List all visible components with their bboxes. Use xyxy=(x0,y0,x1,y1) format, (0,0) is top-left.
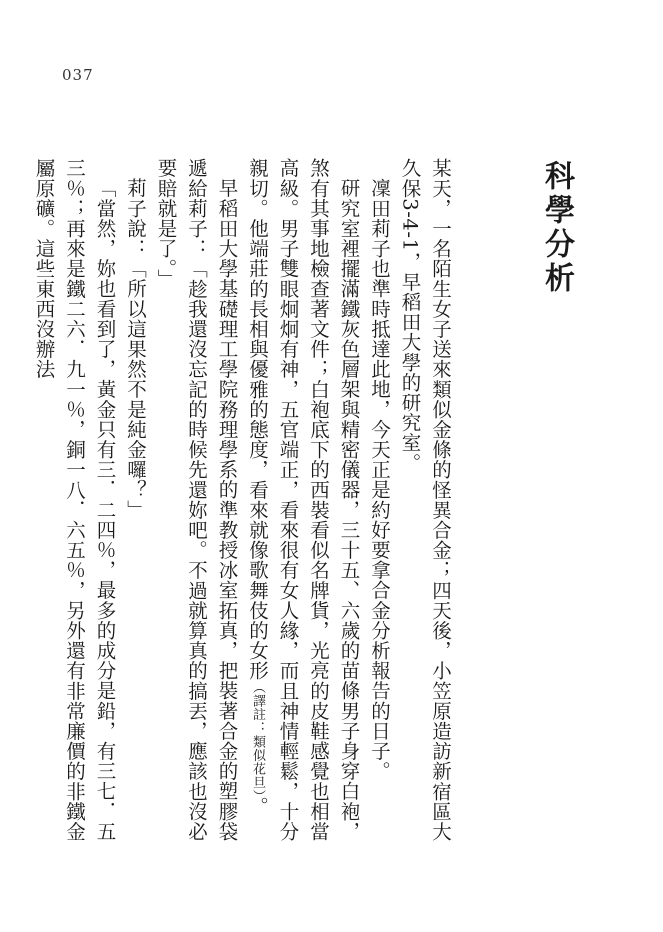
paragraph-text: 研究室裡擺滿鐵灰色層架與精密儀器，三十五、六歲的苗條男子身穿白袍，煞有其事地檢查著文件；白袍底下的西裝看似名牌貨，光亮的皮鞋感覺也相當高級。男子雙眼炯炯有神，五官端正，看來很有女人緣，而且神情輕鬆，十分親切。他端莊的長相與優雅的態度，看來就像歌舞伎的女形 xyxy=(246,158,361,842)
paragraph-1 xyxy=(394,158,455,858)
page-number: 037 xyxy=(62,66,94,84)
paragraph-tail: 。 xyxy=(246,796,269,817)
paragraph-text: 某天，一名陌生女子送來類似金條的怪異合金；四天後，小笠原造訪新宿區大久保3-4-1，早稻田大學的研究室。 xyxy=(398,158,452,842)
chapter-title: 科學分析 xyxy=(539,160,574,296)
paragraph-text: 凜田莉子也準時抵達此地，今天正是約好要拿合金分析報告的日子。 xyxy=(368,177,391,781)
body-text xyxy=(32,158,455,858)
paragraph-5 xyxy=(120,158,151,858)
paragraph-text: 早稻田大學基礎理工學院務理學系的準教授冰室拓真，把裝著合金的塑膠袋遞給莉子：「趁我還沒忘記的時候先還妳吧。不過就算真的搞丟，應該也沒必要賠就是了。」 xyxy=(154,158,239,842)
paragraph-4 xyxy=(150,158,242,858)
paragraph-6 xyxy=(28,158,120,858)
translator-note: （譯註：類似花旦） xyxy=(250,680,265,797)
paragraph-text: 莉子說：「所以這果然不是純金囉？」 xyxy=(124,177,147,520)
paragraph-2 xyxy=(364,158,395,858)
paragraph-3 xyxy=(242,158,364,858)
paragraph-text: 「當然，妳也看到了，黃金只有三．二四％，最多的成分是鉛，有三七．五三％；再來是鐵二六．九一％，銅一八．六五％，另外還有非常廉價的非鐵金屬原礦。這些東西沒辦法 xyxy=(32,158,117,842)
